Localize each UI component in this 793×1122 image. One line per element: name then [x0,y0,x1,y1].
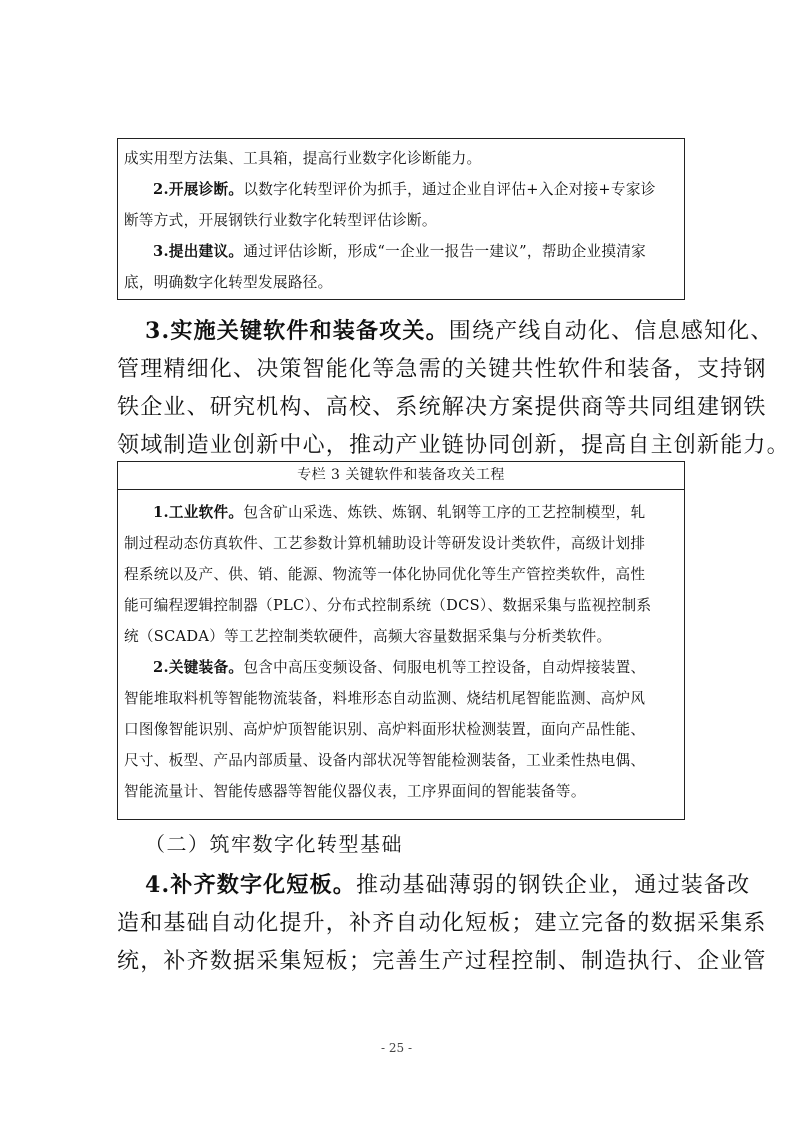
box1-line: 底，明确数字化转型发展路径。 [124,274,333,291]
item-heading: 3.提出建议。 [153,243,244,260]
box1-item2 [124,178,656,199]
box2-line: 智能堆取料机等智能物流装备，料堆形态自动监测、烧结机尾智能监测、高炉风 [124,690,646,707]
column-box-3 [117,461,685,820]
box2-line: 尺寸、板型、产品内部质量、设备内部状况等智能检测装备，工业柔性热电偶、 [124,752,646,769]
item-text: 包含中高压变频设备、伺服电机等工控设备，自动焊接装置、 [243,659,646,676]
item-text: 包含矿山采选、炼铁、炼钢、轧钢等工序的工艺控制模型，轧 [243,504,646,521]
section4-para-line: 统，补齐数据采集短板；完善生产过程控制、制造执行、企业管 [117,949,767,974]
column-box-continued [117,138,685,300]
item-heading: 2.开展诊断。 [153,181,244,198]
item-text: 以数字化转型评价为抓手，通过企业自评估+入企对接+专家诊 [243,181,656,198]
section3-heading: 3.实施关键软件和装备攻关。 [145,318,449,344]
box2-item2 [124,656,645,677]
item-heading: 1.工业软件。 [153,504,244,521]
box2-item1 [124,501,645,522]
page-number: - 25 - [380,1041,412,1055]
item-heading: 2.关键装备。 [153,659,244,676]
box1-line: 断等方式，开展钢铁行业数字化转型评估诊断。 [124,212,437,229]
subsection-heading: （二）筑牢数字化转型基础 [145,832,403,856]
box2-line: 程系统以及产、供、销、能源、物流等一体化协同优化等生产管控类软件，高性 [124,566,646,583]
box2-line: 制过程动态仿真软件、工艺参数计算机辅助设计等研发设计类软件，高级计划排 [124,535,646,552]
section4-heading: 4.补齐数字化短板。 [145,872,356,898]
box2-line: 智能流量计、智能传感器等智能仪器仪表，工序界面间的智能装备等。 [124,783,586,800]
section4-para-line [145,868,750,899]
box2-line: 能可编程逻辑控制器（PLC）、分布式控制系统（DCS）、数据采集与监视控制系 [124,597,652,614]
section3-text: 围绕产线自动化、信息感知化、 [448,319,774,344]
section4-para-line: 造和基础自动化提升，补齐自动化短板；建立完备的数据采集系 [117,911,767,936]
section3-para-line: 铁企业、研究机构、高校、系统解决方案提供商等共同组建钢铁 [117,395,767,420]
box2-line: 统（SCADA）等工艺控制类软硬件，高频大容量数据采集与分析类软件。 [124,628,612,645]
section3-para-line: 领域制造业创新中心，推动产业链协同创新，提高自主创新能力。 [117,433,790,458]
column-title: 专栏 3 关键软件和装备攻关工程 [118,462,684,490]
section3-para-line [145,314,774,345]
item-text: 通过评估诊断，形成“一企业一报告一建议”，帮助企业摸清家 [243,243,647,260]
box2-line: 口图像智能识别、高炉炉顶智能识别、高炉料面形状检测装置，面向产品性能、 [124,721,646,738]
section4-text: 推动基础薄弱的钢铁企业，通过装备改 [355,873,751,898]
box1-item3 [124,240,646,261]
section3-para-line: 管理精细化、决策智能化等急需的关键共性软件和装备，支持钢 [117,357,767,382]
box1-line: 成实用型方法集、工具箱，提高行业数字化诊断能力。 [124,150,482,167]
